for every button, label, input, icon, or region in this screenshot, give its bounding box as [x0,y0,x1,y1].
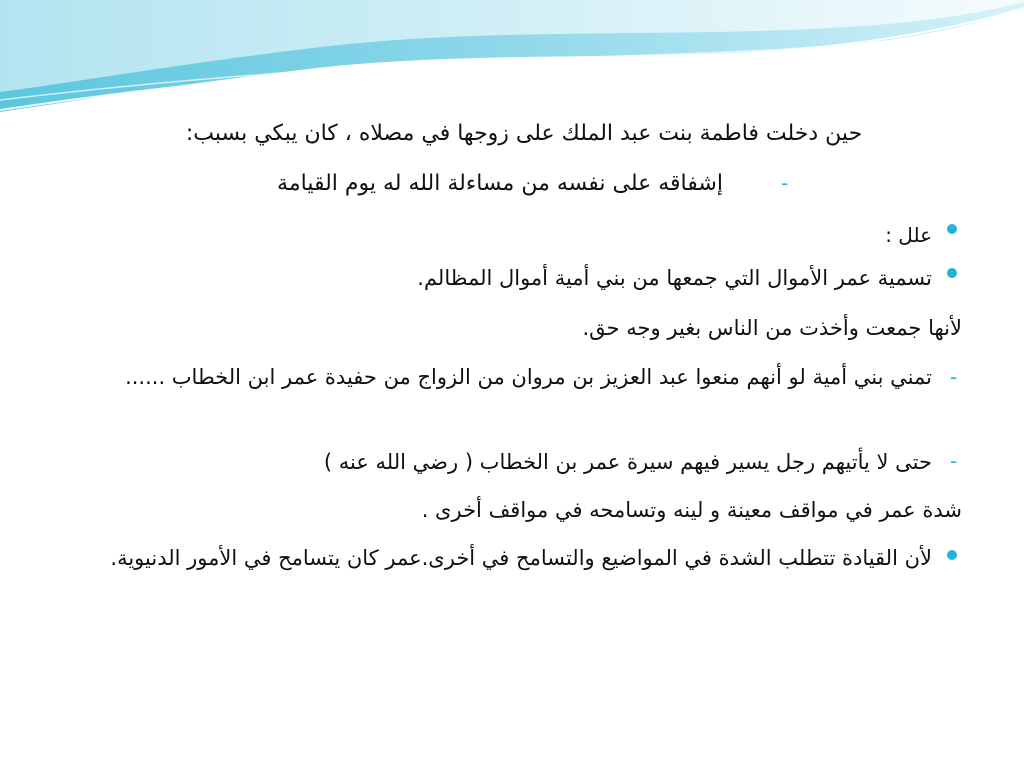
dash-bullet: - [950,365,958,389]
bullet-dot [947,268,957,278]
bullet-dot [947,550,957,560]
item-answer-3: لأن القيادة تتطلب الشدة في المواضيع والتسامح في أخرى.عمر كان يتسامح في الأمور الدنيوية. [110,546,932,570]
intro-line-1: حين دخلت فاطمة بنت عبد الملك على زوجها في مصلاه ، كان يبكي بسبب: [185,121,863,146]
item-question-1: تسمية عمر الأموال التي جمعها من بني أمية أموال المظالم. [417,266,932,290]
dash-bullet: - [950,449,958,473]
intro-dash: - [781,171,789,195]
item-answer-1: لأنها جمعت وأخذت من الناس بغير وجه حق. [582,316,962,340]
bullet-dot [947,224,957,234]
item-question-2: تمني بني أمية لو أنهم منعوا عبد العزيز بن مروان من الزواج من حفيدة عمر ابن الخطاب ...... [125,365,932,389]
item-question-label: علل : [885,223,932,247]
item-question-3: شدة عمر في مواقف معينة و لينه وتسامحه في مواقف أخرى . [421,498,962,522]
item-answer-2: حتى لا يأتيهم رجل يسير فيهم سيرة عمر بن الخطاب ( رضي الله عنه ) [323,450,932,474]
intro-line-2: إشفاقه على نفسه من مساءلة الله له يوم القيامة [277,171,723,196]
